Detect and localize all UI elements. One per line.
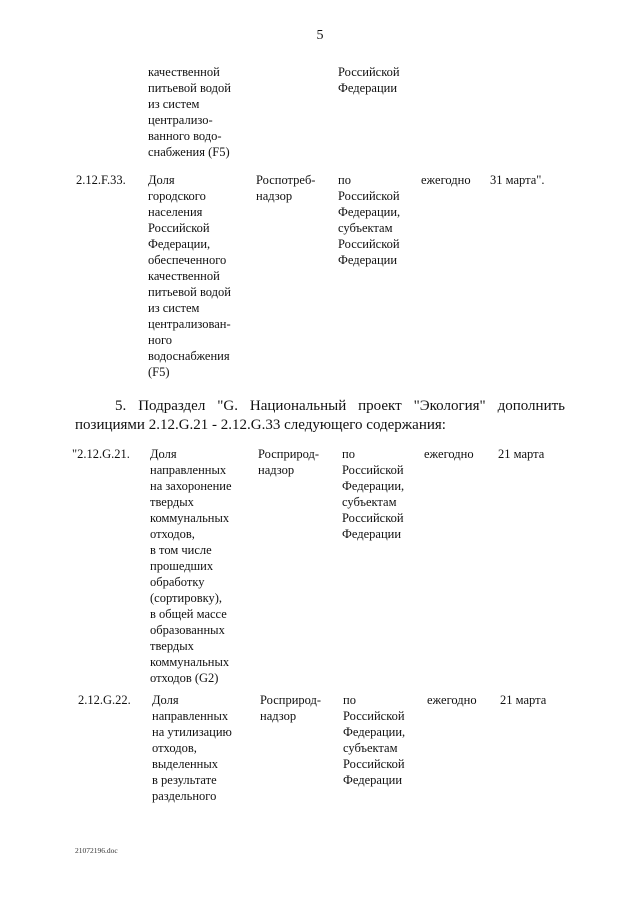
responsible-agency: Роспотреб- надзор: [256, 173, 316, 203]
deadline: 31 марта".: [490, 173, 545, 187]
frequency: ежегодно: [424, 447, 474, 461]
row-code: 2.12.F.33.: [76, 173, 126, 187]
frequency: ежегодно: [421, 173, 471, 187]
indicator-name: качественной питьевой водой из систем централизо- ванного водо- снабжения (F5): [148, 65, 231, 159]
paragraph-line-2: позициями 2.12.G.21 - 2.12.G.33 следующего содержания:: [75, 417, 446, 433]
row-code: "2.12.G.21.: [72, 447, 130, 461]
reporting-level: по Российской Федерации, субъектам Российской Федерации: [343, 693, 406, 787]
responsible-agency: Росприрод- надзор: [260, 693, 322, 723]
document-id: 21072196.doc: [75, 846, 118, 855]
reporting-level: Российской Федерации: [338, 65, 400, 95]
row-code: 2.12.G.22.: [78, 693, 131, 707]
reporting-level: по Российской Федерации, субъектам Российской Федерации: [342, 447, 405, 541]
indicator-name: Доля городского населения Российской Федерации, обеспеченного качественной питьевой водой из систем централизован- ного водоснабжения (F5): [148, 173, 231, 379]
reporting-level: по Российской Федерации, субъектам Российской Федерации: [338, 173, 401, 267]
responsible-agency: Росприрод- надзор: [258, 447, 320, 477]
deadline: 21 марта: [498, 447, 545, 461]
frequency: ежегодно: [427, 693, 477, 707]
page-number: 5: [316, 28, 324, 43]
indicator-name: Доля направленных на утилизацию отходов, выделенных в результате раздельного: [152, 693, 232, 803]
paragraph-line-1: 5. Подраздел "G. Национальный проект "Экология" дополнить: [115, 398, 565, 414]
amendment-paragraph: [75, 397, 565, 435]
indicator-name: Доля направленных на захоронение твердых коммунальных отходов, в том числе прошедших обработку (сортировку), в общей массе образованных твердых коммунальных отходов (G2): [150, 447, 232, 685]
deadline: 21 марта: [500, 693, 547, 707]
